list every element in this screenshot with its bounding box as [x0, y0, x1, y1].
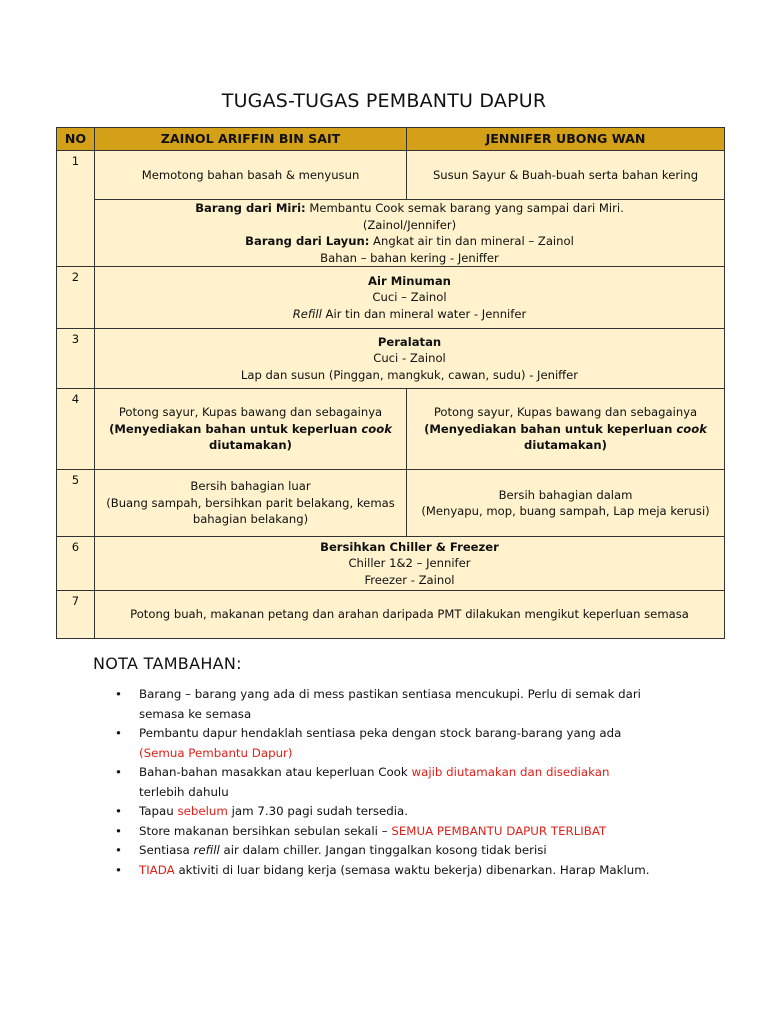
note-6-a: Sentiasa: [139, 843, 194, 857]
row4-col1-line3: diutamakan): [209, 438, 292, 453]
note-5-highlight: SEMUA PEMBANTU DAPUR TERLIBAT: [391, 823, 607, 838]
bullet-icon: •: [115, 726, 122, 740]
row5-col2-line2: (Menyapu, mop, buang sampah, Lap meja kerusi): [421, 504, 710, 518]
list-item: [111, 861, 671, 881]
row-number: 3: [57, 329, 95, 389]
bullet-icon: •: [115, 765, 122, 779]
table-row: [57, 591, 725, 639]
header-no: NO: [57, 128, 95, 151]
miri-names: (Zainol/Jennifer): [362, 217, 457, 232]
note-2-highlight: (Semua Pembantu Dapur): [139, 745, 293, 760]
row2-line1: Cuci – Zainol: [372, 290, 447, 305]
miri-line: [99, 200, 720, 217]
table-row: [57, 151, 725, 200]
row4-zainol-task: [95, 389, 407, 470]
row-number: 4: [57, 389, 95, 470]
row4-col2-line2: [411, 421, 720, 438]
note-2-text: Pembantu dapur hendaklah sentiasa peka dengan stock barang-barang yang ada: [139, 726, 622, 740]
row6-line1: Chiller 1&2 – Jennifer: [348, 556, 471, 571]
row3-line1: Cuci - Zainol: [373, 351, 446, 366]
table-row: [57, 470, 725, 537]
row1-shared-task: [95, 200, 725, 267]
row4-col1-bold-a: (Menyediakan bahan untuk keperluan: [109, 421, 362, 436]
table-row: [57, 537, 725, 591]
row5-jennifer-task: [407, 470, 725, 537]
bullet-icon: •: [115, 823, 122, 838]
row2-line2: [99, 306, 720, 323]
miri-label: Barang dari Miri:: [195, 201, 306, 215]
header-jennifer: JENNIFER UBONG WAN: [407, 128, 725, 151]
row5-zainol-task: [95, 470, 407, 537]
row2-line2-rest: Air tin dan mineral water - Jennifer: [321, 306, 527, 321]
row4-col1-line1: Potong sayur, Kupas bawang dan sebagainya: [118, 405, 383, 420]
row-number: 7: [57, 591, 95, 639]
row3-line2: Lap dan susun (Pinggan, mangkuk, cawan, sudu) - Jeniffer: [240, 367, 579, 382]
table-row: [57, 200, 725, 267]
layun-line: [99, 233, 720, 250]
row3-heading: Peralatan: [377, 334, 442, 349]
row4-col2-cook: cook: [676, 421, 707, 436]
note-4-b: jam 7.30 pagi sudah tersedia.: [227, 804, 409, 818]
row6-task: [95, 537, 725, 591]
note-6-b: air dalam chiller. Jangan tinggalkan kosong tidak berisi: [219, 843, 547, 857]
row1-zainol-task: Memotong bahan basah & menyusun: [95, 151, 407, 200]
note-7-highlight: TIADA: [139, 862, 175, 877]
row7-task: Potong buah, makanan petang dan arahan daripada PMT dilakukan mengikut keperluan semasa: [95, 591, 725, 639]
note-3-highlight: wajib diutamakan dan disediakan: [411, 765, 610, 779]
row-number: 1: [57, 151, 95, 267]
row4-col2-bold-a: (Menyediakan bahan untuk keperluan: [424, 421, 677, 436]
row4-col2-line3: diutamakan): [524, 438, 607, 453]
header-zainol: ZAINOL ARIFFIN BIN SAIT: [95, 128, 407, 151]
row3-task: [95, 329, 725, 389]
table-header-row: [57, 128, 725, 151]
row1-jennifer-task: Susun Sayur & Buah-buah serta bahan kering: [407, 151, 725, 200]
row6-heading: Bersihkan Chiller & Freezer: [320, 539, 499, 554]
list-item: [111, 841, 671, 861]
duty-table: [56, 127, 725, 639]
bahan-line: Bahan – bahan kering - Jeniffer: [320, 250, 499, 265]
list-item: [111, 724, 671, 763]
miri-text: Membantu Cook semak barang yang sampai dari Miri.: [305, 201, 624, 215]
row2-heading: Air Minuman: [368, 273, 451, 288]
note-4-highlight: sebelum: [177, 804, 228, 818]
row2-task: [95, 267, 725, 329]
row5-col1-line1: Bersih bahagian luar: [190, 479, 311, 494]
note-4-a: Tapau: [139, 804, 178, 818]
bullet-icon: •: [115, 843, 122, 857]
note-5-text: Store makanan bersihkan sebulan sekali –: [139, 823, 392, 838]
notes-list: [111, 685, 671, 880]
refill-word: Refill: [292, 306, 322, 321]
bullet-icon: •: [115, 804, 122, 818]
note-3-tail: terlebih dahulu: [139, 784, 229, 799]
page-title: TUGAS-TUGAS PEMBANTU DAPUR: [221, 90, 547, 112]
table-row: [57, 329, 725, 389]
note-1-text: Barang – barang yang ada di mess pastikan sentiasa mencukupi. Perlu di semak dari semasa ke semasa: [139, 687, 641, 721]
row4-col1-line2: [99, 421, 402, 438]
note-7-text: aktiviti di luar bidang kerja (semasa waktu bekerja) dibenarkan. Harap Maklum.: [174, 862, 650, 877]
note-3-text: Bahan-bahan masakkan atau keperluan Cook: [139, 765, 412, 779]
row-number: 5: [57, 470, 95, 537]
row6-line2: Freezer - Zainol: [364, 572, 455, 587]
row5-col1-line2: (Buang sampah, bersihkan parit belakang, kemas bahagian belakang): [106, 495, 395, 527]
layun-label: Barang dari Layun:: [245, 234, 370, 248]
row5-col2-line1: Bersih bahagian dalam: [498, 487, 633, 502]
row4-col2-line1: Potong sayur, Kupas bawang dan sebagainya: [433, 405, 698, 420]
row4-col1-cook: cook: [361, 421, 392, 436]
list-item: [111, 763, 671, 802]
row-number: 2: [57, 267, 95, 329]
row4-jennifer-task: [407, 389, 725, 470]
bullet-icon: •: [115, 687, 122, 701]
row-number: 6: [57, 537, 95, 591]
list-item: [111, 802, 671, 822]
note-6-italic: refill: [193, 843, 220, 857]
bullet-icon: •: [115, 862, 122, 877]
notes-title: NOTA TAMBAHAN:: [93, 654, 242, 673]
table-row: [57, 389, 725, 470]
list-item: [111, 822, 671, 842]
layun-text: Angkat air tin dan mineral – Zainol: [369, 234, 574, 248]
table-row: [57, 267, 725, 329]
list-item: [111, 685, 671, 724]
